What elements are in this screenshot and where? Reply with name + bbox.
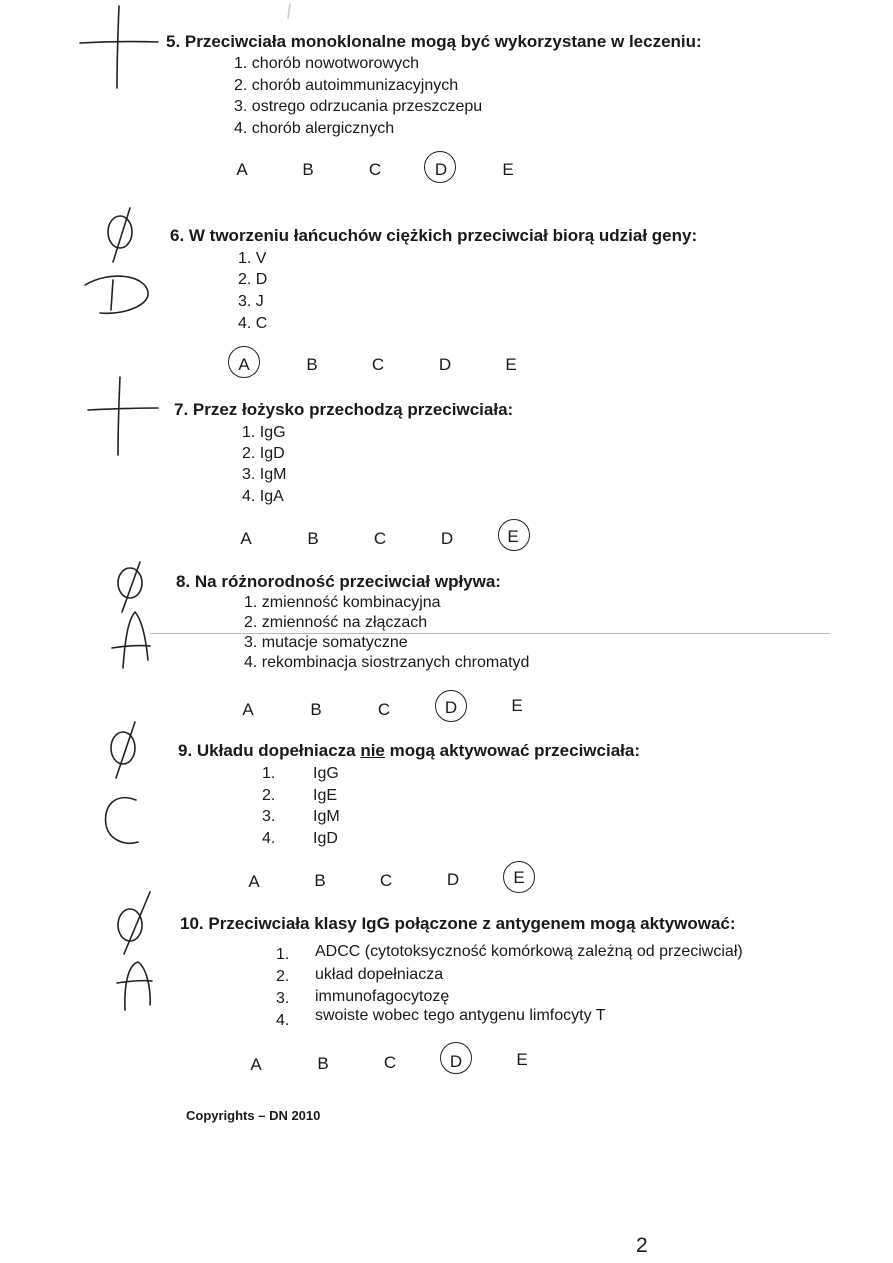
question-10-selected-circle [440, 1042, 472, 1074]
question-8-answer-b: B [310, 700, 322, 719]
question-10-answer-c: C [383, 1053, 397, 1072]
question-8-option-3: 3. mutacje somatyczne [244, 634, 408, 651]
question-9-option-1-num: 1. [262, 765, 276, 782]
question-10-option-3-num: 3. [276, 990, 290, 1007]
question-8-option-4: 4. rekombinacja siostrzanych chromatyd [244, 654, 530, 671]
question-5-option-1: 1. chorób nowotworowych [234, 55, 419, 72]
question-9-title [178, 741, 640, 761]
empty-set-mark-q8 [118, 562, 142, 612]
page-number: 2 [636, 1234, 648, 1257]
question-8-answer-a: A [242, 700, 254, 719]
question-9-option-3: IgM [313, 808, 340, 825]
question-9-option-4: IgD [313, 830, 338, 847]
question-7-answer-c: C [373, 529, 387, 548]
question-10-answer-b: B [317, 1054, 329, 1073]
letter-c-mark-q9 [106, 798, 138, 844]
question-9-answer-a: A [248, 872, 260, 891]
question-9-selected-circle [503, 861, 535, 893]
question-10-answer-a: A [250, 1055, 262, 1074]
question-9-option-2: IgE [313, 787, 338, 804]
question-7-selected-circle [498, 519, 530, 551]
question-5-title: 5. Przeciwciała monoklonalne mogą być wykorzystane w leczeniu: [166, 32, 702, 51]
question-8-answer-c: C [377, 700, 391, 719]
question-9-option-3-num: 3. [262, 808, 276, 825]
question-9-answer-d: D [446, 870, 460, 889]
question-8-option-1: 1. zmienność kombinacyjna [244, 594, 441, 611]
empty-set-mark-q10 [118, 892, 150, 954]
question-8-option-2: 2. zmienność na złączach [244, 614, 428, 631]
question-6-answer-a: A [238, 355, 250, 374]
question-9-answer-b: B [314, 871, 326, 890]
question-10-option-1-num: 1. [276, 946, 290, 963]
question-9-title-start: 9. Układu dopełniacza [178, 741, 361, 760]
question-6-option-3: 3. J [238, 293, 264, 310]
question-10-answer-e: E [516, 1050, 528, 1069]
question-5-option-4: 4. chorób alergicznych [234, 120, 395, 137]
question-5-option-3: 3. ostrego odrzucania przeszczepu [234, 98, 483, 115]
question-6-title: 6. W tworzeniu łańcuchów ciężkich przeciwciał biorą udział geny: [170, 226, 698, 245]
question-9-option-4-num: 4. [262, 830, 276, 847]
question-7-answer-e: E [507, 527, 519, 546]
faint-pencil-mark [288, 4, 290, 18]
empty-set-mark-q6 [108, 208, 132, 262]
empty-set-mark-q9 [111, 722, 135, 778]
question-10-title: 10. Przeciwciała klasy IgG połączone z antygenem mogą aktywować: [180, 914, 736, 933]
question-8-selected-circle [435, 690, 467, 722]
question-7-answer-d: D [440, 529, 454, 548]
question-10-option-2: układ dopełniacza [315, 966, 444, 983]
question-6-option-2: 2. D [238, 271, 268, 288]
plus-mark-q5 [80, 6, 158, 88]
question-5-answer-e: E [502, 160, 514, 179]
question-6-selected-circle [228, 346, 260, 378]
question-10-option-1: ADCC (cytotoksyczność komórkową zależną od przeciwciał) [315, 943, 743, 960]
question-10-option-3: immunofagocytozę [315, 988, 450, 1005]
question-9-answer-e: E [513, 868, 525, 887]
question-7-answer-b: B [307, 529, 319, 548]
question-5-answer-b: B [302, 160, 314, 179]
question-10-option-2-num: 2. [276, 968, 290, 985]
question-8-title: 8. Na różnorodność przeciwciał wpływa: [176, 572, 501, 591]
question-9-option-2-num: 2. [262, 787, 276, 804]
question-5-answer-a: A [236, 160, 248, 179]
question-9-title-underlined: nie [360, 741, 385, 760]
question-6-answer-c: C [371, 355, 385, 374]
letter-a-mark-q10 [117, 962, 152, 1010]
question-5-option-2: 2. chorób autoimmunizacyjnych [234, 77, 459, 94]
question-9-title-end: mogą aktywować przeciwciała: [384, 741, 640, 760]
question-9-option-1: IgG [313, 765, 339, 782]
letter-a-mark-q8 [112, 612, 150, 668]
question-10-option-4-num: 4. [276, 1012, 290, 1029]
question-10-option-4: swoiste wobec tego antygenu limfocyty T [315, 1007, 606, 1024]
question-6-answer-b: B [306, 355, 318, 374]
question-7-option-4: 4. IgA [242, 488, 284, 505]
letter-d-mark-q6 [85, 276, 148, 313]
question-6-answer-e: E [505, 355, 517, 374]
question-7-option-3: 3. IgM [242, 466, 287, 483]
question-9-answer-c: C [379, 871, 393, 890]
copyright-footer: Copyrights – DN 2010 [186, 1108, 321, 1123]
question-6-answer-d: D [438, 355, 452, 374]
question-10-answer-d: D [449, 1052, 463, 1071]
plus-mark-q7 [88, 377, 158, 455]
question-5-selected-circle [424, 151, 456, 183]
question-8-answer-d: D [444, 698, 458, 717]
question-5-answer-d: D [434, 160, 448, 179]
question-7-option-2: 2. IgD [242, 445, 285, 462]
question-5-answer-c: C [368, 160, 382, 179]
question-6-option-4: 4. C [238, 315, 268, 332]
question-7-title: 7. Przez łożysko przechodzą przeciwciała: [174, 400, 514, 419]
question-7-answer-a: A [240, 529, 252, 548]
question-7-option-1: 1. IgG [242, 424, 286, 441]
question-8-answer-e: E [511, 696, 523, 715]
question-6-option-1: 1. V [238, 250, 267, 267]
